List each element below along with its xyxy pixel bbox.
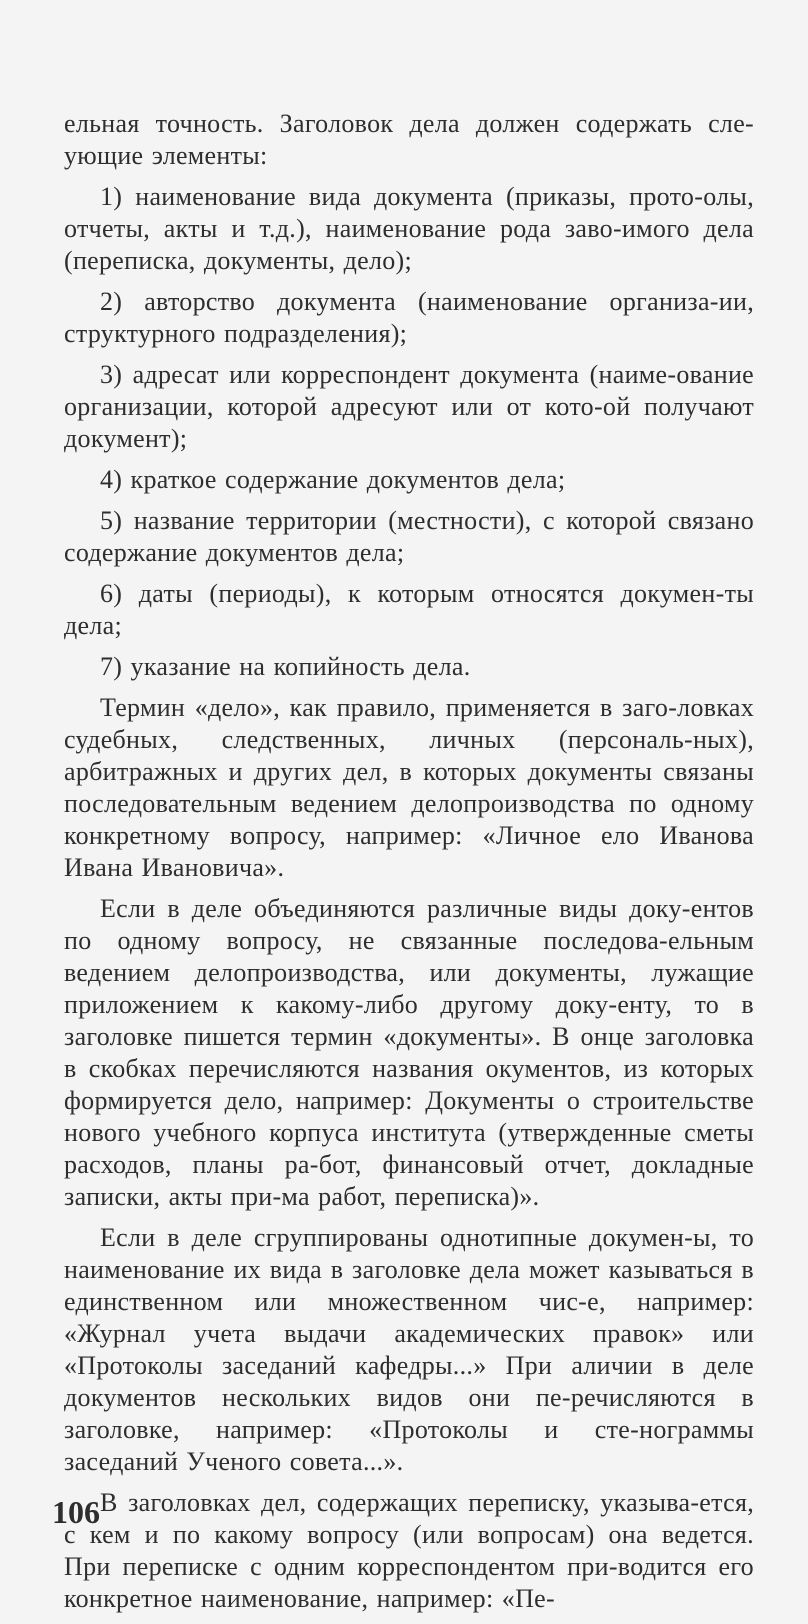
- list-item-3: 3) адресат или корреспондент документа (наиме-ование организации, которой адресуют или от кото-ой получают документ);: [64, 360, 754, 453]
- page-number: 106: [52, 1494, 100, 1530]
- list-item-4: 4) краткое содержание документов дела;: [100, 465, 566, 494]
- list-item-1: 1) наименование вида документа (приказы, прото-олы, отчеты, акты и т.д.), наименование рода заво-имого дела (переписка, документы, дело);: [64, 182, 754, 275]
- list-item-7: 7) указание на копийность дела.: [100, 652, 471, 681]
- paragraph-continuation: ельная точность. Заголовок дела должен содержать сле-ующие элементы:: [64, 109, 754, 170]
- paragraph-term-delo: Термин «дело», как правило, применяется в заго-ловках судебных, следственных, личных (персональ-ных), арбитражных и других дел, в которых документы связаны последовательным ведением делопроизводства по одному конкретному вопросу, например: «Личное ело Иванова Ивана Ивановича».: [64, 693, 754, 882]
- body-text: [64, 108, 754, 1624]
- list-item-2: 2) авторство документа (наименование организа-ии, структурного подразделения);: [64, 287, 754, 348]
- list-item-6: 6) даты (периоды), к которым относятся докумен-ты дела;: [64, 579, 754, 640]
- paragraph-same-type-documents: Если в деле сгруппированы однотипные докумен-ы, то наименование их вида в заголовке дела может казываться в единственном или множественном чис-е, например: «Журнал учета выдачи академических правок» или «Протоколы заседаний кафедры...» При аличии в деле документов нескольких видов они пе-речисляются в заголовке, например: «Протоколы и сте-нограммы заседаний Ученого совета...».: [64, 1223, 754, 1476]
- list-item-5: 5) название территории (местности), с которой связано содержание документов дела;: [64, 506, 754, 567]
- paragraph-term-documents: Если в деле объединяются различные виды доку-ентов по одному вопросу, не связанные последова-ельным ведением делопроизводства, или документы, лужащие приложением к какому-либо другому доку-енту, то в заголовке пишется термин «документы». В онце заголовка в скобках перечисляются названия окументов, из которых формируется дело, например: Документы о строительстве нового учебного корпуса института (утвержденные сметы расходов, планы ра-бот, финансовый отчет, докладные записки, акты при-ма работ, переписка)».: [64, 894, 754, 1211]
- paragraph-correspondence: В заголовках дел, содержащих переписку, указыва-ется, с кем и по какому вопросу (или вопросам) она ведется. При переписке с одним корреспондентом при-водится его конкретное наименование, например: «Пе-: [64, 1488, 754, 1613]
